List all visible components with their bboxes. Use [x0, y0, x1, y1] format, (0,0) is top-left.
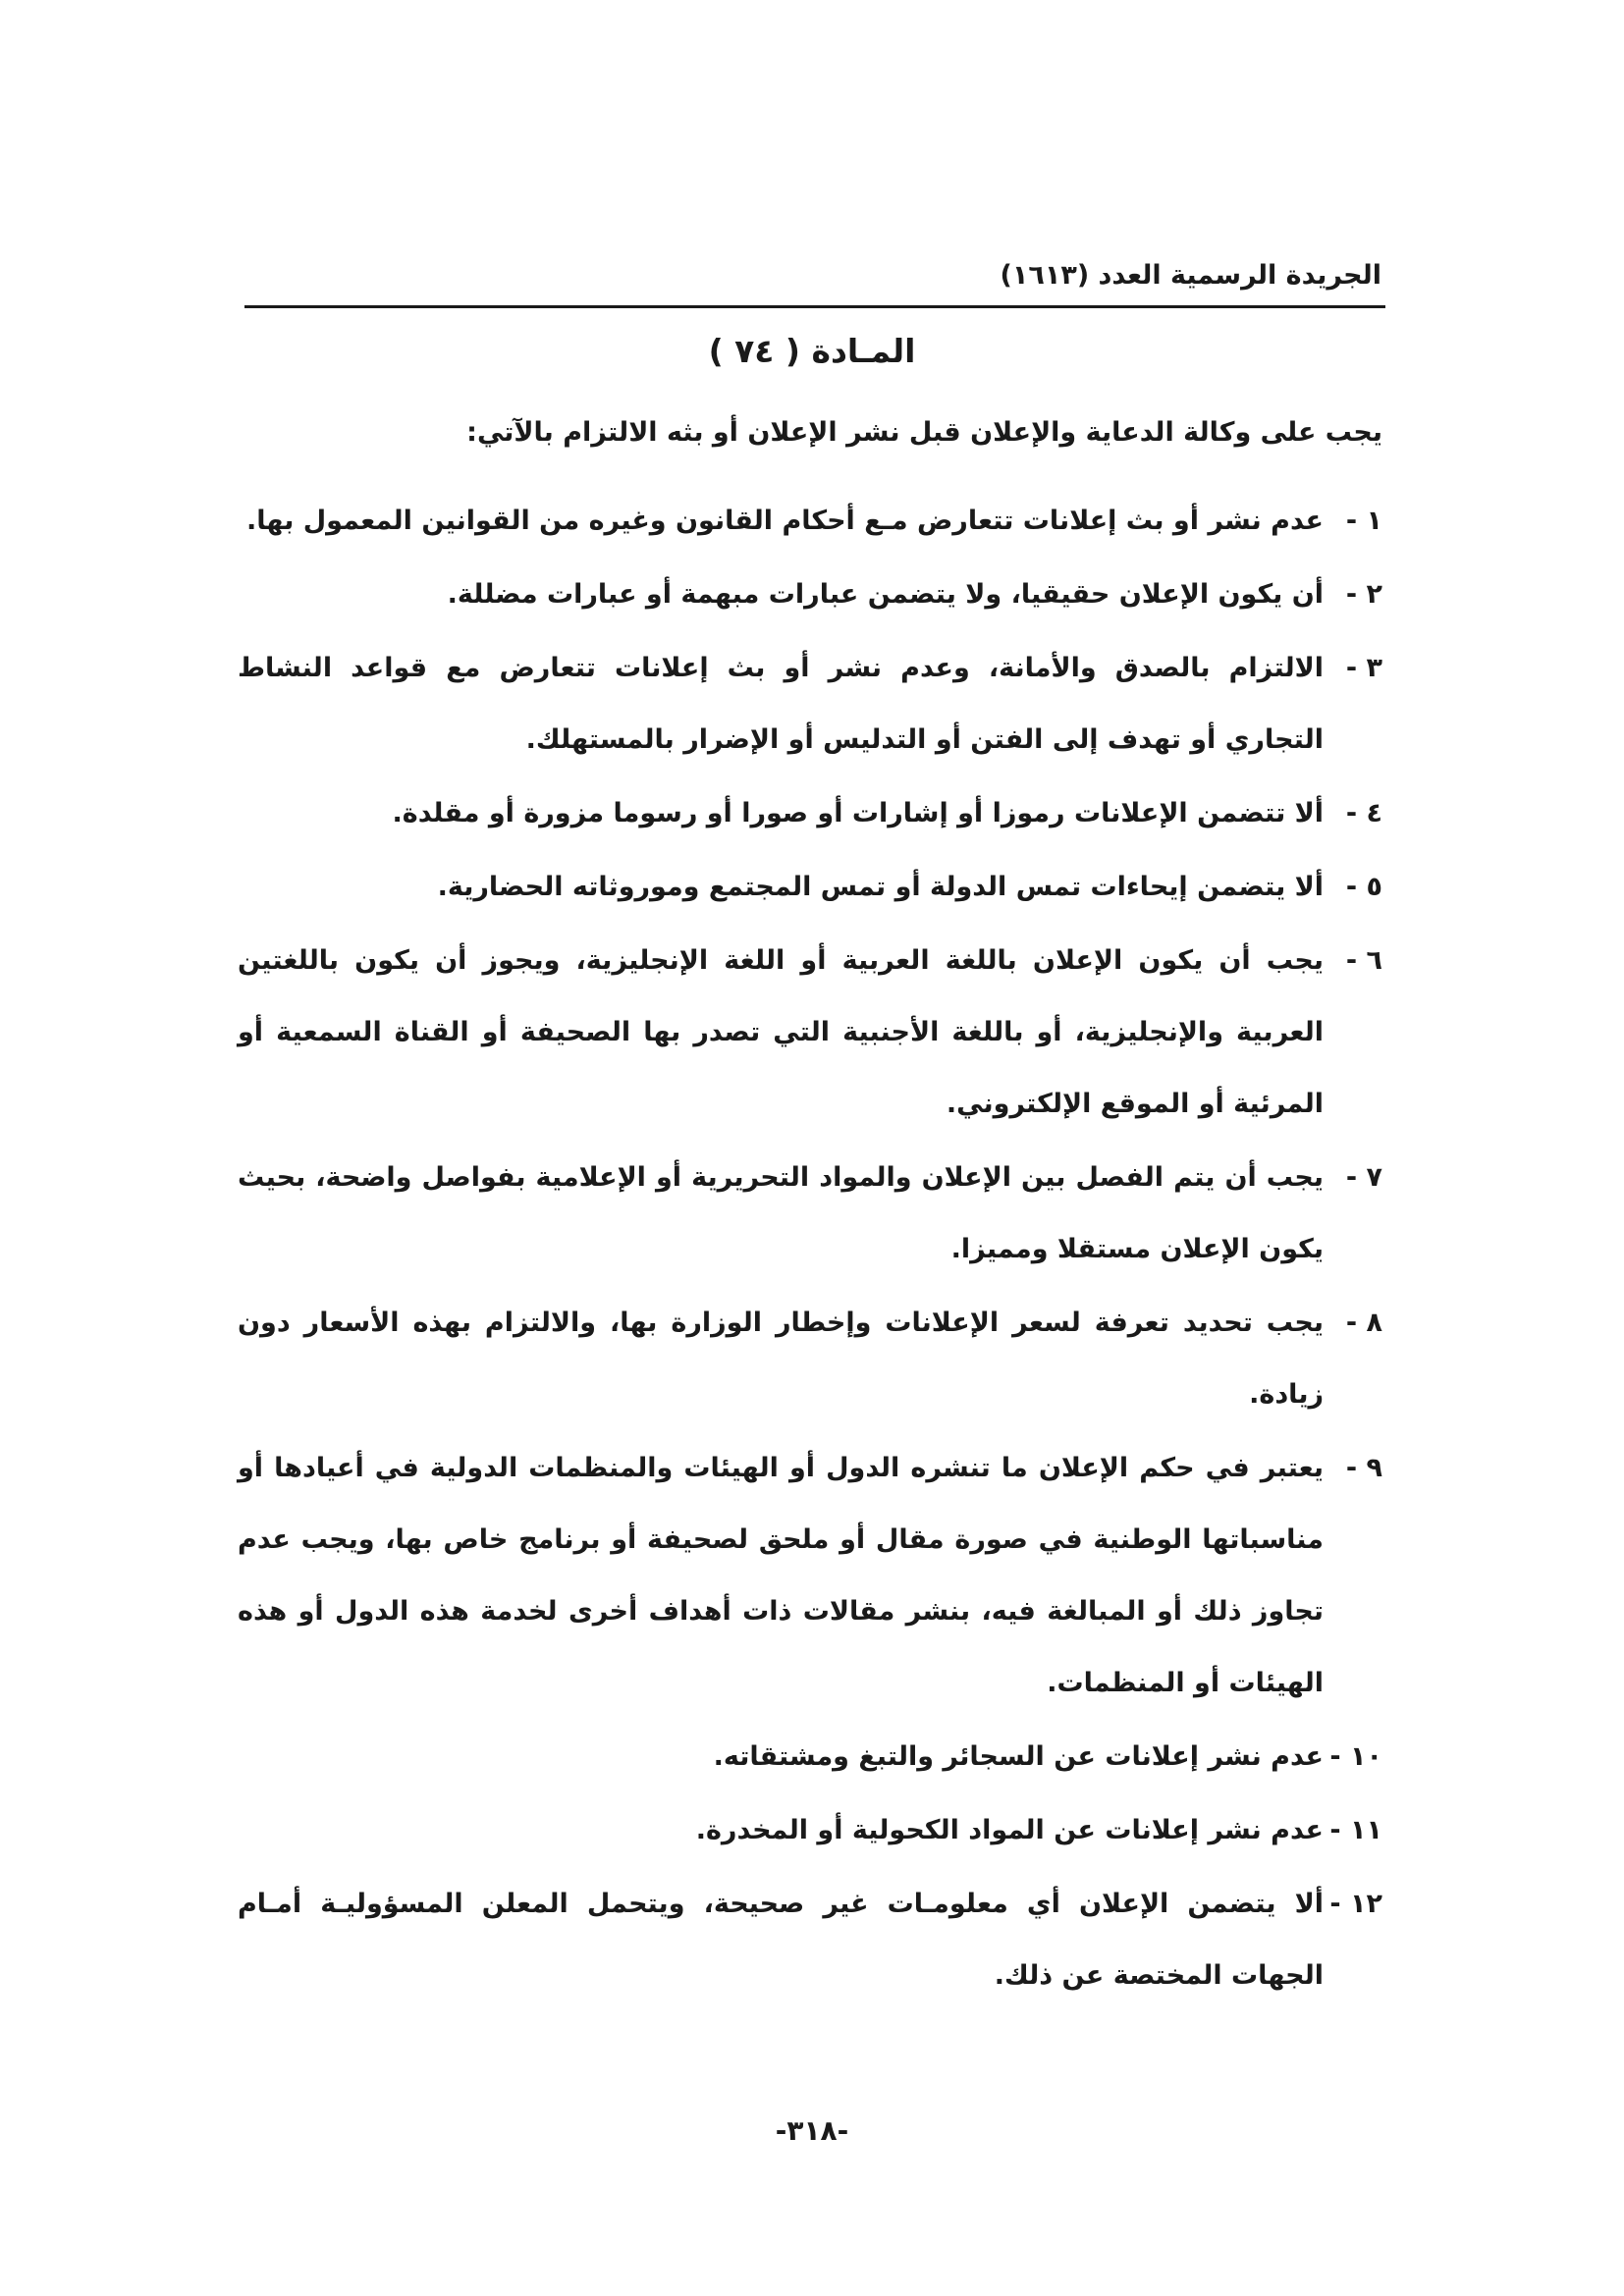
item-number: ٤ - — [1345, 798, 1382, 828]
list-item — [238, 777, 1382, 849]
item-text: يعتبر في حكم الإعلان ما تنشره الدول أو الهيئات والمنظمات الدولية في أعيادها أو مناسباتها الوطنية في صورة مقال أو ملحق لصحيفة أو برنامج خاص بها، ويجب عدم تجاوز ذلك أو المبالغة فيه، بنشر مقالات ذات أهداف أخرى لخدمة هذه الدول أو هذه الهيئات أو المنظمات. — [238, 1453, 1324, 1698]
item-text: عدم نشر إعلانات عن السجائر والتبغ ومشتقاته. — [713, 1741, 1324, 1772]
list-item — [238, 1794, 1382, 1866]
item-number: ١١ - — [1329, 1815, 1382, 1845]
article-title: المـادة ( ٧٤ ) — [708, 332, 916, 370]
item-text: يجب أن يتم الفصل بين الإعلان والمواد التحريرية أو الإعلامية بفواصل واضحة، بحيث يكون الإعلان مستقلا ومميزا. — [238, 1162, 1324, 1264]
item-number: ٧ - — [1345, 1162, 1382, 1193]
header-divider — [244, 305, 1385, 308]
item-text: ألا يتضمن الإعلان أي معلومـات غير صحيحة، ويتحمل المعلن المسؤوليـة أمـام الجهات المختصة عن ذلك. — [238, 1889, 1324, 1991]
list-item — [238, 1287, 1382, 1430]
item-number: ٢ - — [1345, 579, 1382, 610]
item-number: ١ - — [1345, 506, 1382, 536]
list-item — [238, 1868, 1382, 2011]
item-number: ١٠ - — [1329, 1741, 1382, 1772]
item-number: ٥ - — [1345, 872, 1382, 902]
item-number: ٦ - — [1345, 945, 1382, 976]
page-header — [244, 258, 1385, 299]
item-text: عدم نشر إعلانات عن المواد الكحولية أو المخدرة. — [695, 1815, 1324, 1845]
item-text: عدم نشر أو بث إعلانات تتعارض مـع أحكام القانون وغيره من القوانين المعمول بها. — [245, 506, 1324, 536]
list-item — [238, 485, 1382, 557]
list-item — [238, 559, 1382, 630]
item-text: أن يكون الإعلان حقيقيا، ولا يتضمن عبارات مبهمة أو عبارات مضللة. — [447, 579, 1324, 610]
item-text: ألا يتضمن إيحاءات تمس الدولة أو تمس المجتمع وموروثاته الحضارية. — [437, 872, 1324, 902]
page-number: -٣١٨- — [775, 2114, 849, 2147]
article-intro: يجب على وكالة الدعاية والإعلان قبل نشر الإعلان أو بثه الالتزام بالآتي: — [466, 417, 1382, 448]
list-item — [238, 632, 1382, 775]
list-item — [238, 1432, 1382, 1719]
item-number: ٩ - — [1345, 1453, 1382, 1483]
list-item — [238, 925, 1382, 1140]
item-number: ١٢ - — [1329, 1889, 1382, 1919]
gazette-header-title: الجريدة الرسمية العدد (١٦١٣) — [1000, 260, 1381, 291]
item-text: يجب أن يكون الإعلان باللغة العربية أو اللغة الإنجليزية، ويجوز أن يكون باللغتين العربية والإنجليزية، أو باللغة الأجنبية التي تصدر بها الصحيفة أو القناة السمعية أو المرئية أو الموقع الإلكتروني. — [238, 945, 1324, 1119]
article-items-list — [238, 485, 1382, 2013]
list-item — [238, 1721, 1382, 1792]
item-text: يجب تحديد تعرفة لسعر الإعلانات وإخطار الوزارة بها، والالتزام بهذه الأسعار دون زيادة. — [238, 1308, 1324, 1410]
item-number: ٨ - — [1345, 1308, 1382, 1338]
item-number: ٣ - — [1345, 653, 1382, 683]
list-item — [238, 1142, 1382, 1285]
item-text: الالتزام بالصدق والأمانة، وعدم نشر أو بث إعلانات تتعارض مع قواعد النشاط التجاري أو تهدف إلى الفتن أو التدليس أو الإضرار بالمستهلك. — [238, 653, 1324, 755]
item-text: ألا تتضمن الإعلانات رموزا أو إشارات أو صورا أو رسوما مزورة أو مقلدة. — [392, 798, 1324, 828]
list-item — [238, 851, 1382, 923]
